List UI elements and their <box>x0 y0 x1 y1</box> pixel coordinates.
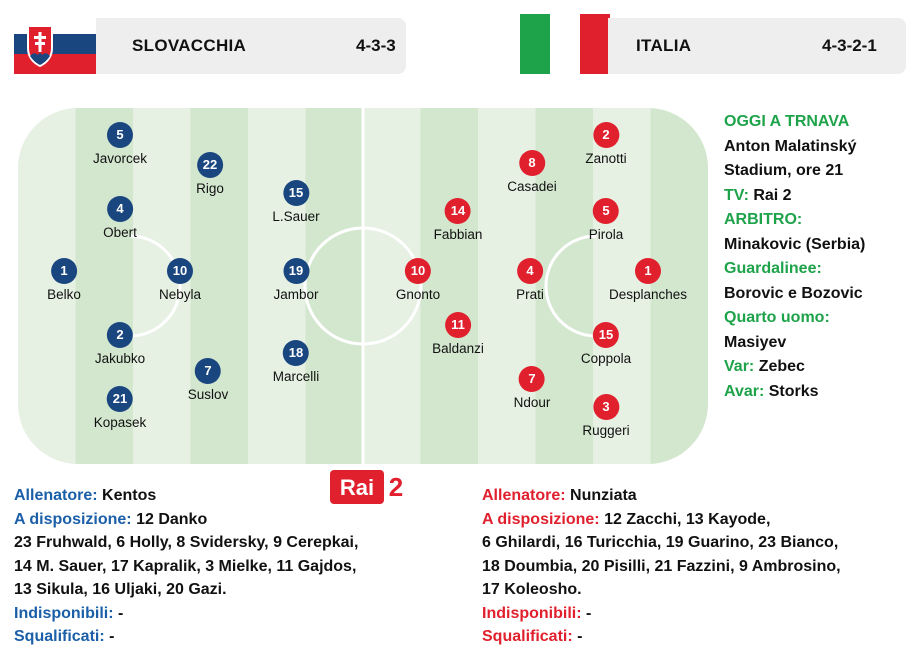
away-suspended-label: Squalificati: <box>482 628 573 645</box>
player-number-badge: 2 <box>107 322 133 348</box>
player-name: Prati <box>516 287 544 302</box>
player-name: Zanotti <box>585 151 627 166</box>
home-suspended: - <box>104 628 115 645</box>
home-suspended-label: Squalificati: <box>14 628 105 645</box>
match-info <box>724 110 865 404</box>
tv-value: Rai 2 <box>748 186 792 204</box>
home-coach: Kentos <box>97 487 157 504</box>
player-name: Desplanches <box>608 287 688 302</box>
var-label: Var: <box>724 358 755 375</box>
player-name: Coppola <box>580 351 632 366</box>
home-subs-label: A disposizione: <box>14 510 132 528</box>
player-number-badge: 8 <box>519 150 545 176</box>
player-number-badge: 21 <box>107 386 133 412</box>
away-subs-label: A disposizione: <box>482 510 600 528</box>
player-number-badge: 7 <box>519 366 545 392</box>
referee-label: ARBITRO: <box>724 211 803 228</box>
player-number-badge: 14 <box>445 198 471 224</box>
home-player <box>103 196 137 240</box>
player-number-badge: 7 <box>195 358 221 384</box>
avar-label: Avar: <box>724 382 765 400</box>
player-name: L.Sauer <box>272 209 320 224</box>
home-player <box>273 340 320 384</box>
home-unavailable-label: Indisponibili: <box>14 604 114 622</box>
home-team-name: SLOVACCHIA <box>132 36 247 55</box>
slovakia-flag-icon <box>14 14 96 74</box>
player-name: Gnonto <box>395 287 441 302</box>
venue-label: OGGI A TRNAVA <box>724 113 850 130</box>
away-player <box>432 312 484 356</box>
home-subs-line: 12 Danko <box>131 510 208 528</box>
home-unavailable: - <box>113 604 124 622</box>
player-number-badge: 15 <box>283 180 309 206</box>
home-formation: 4-3-3 <box>356 36 396 55</box>
linesmen-value: Borovic e Bozovic <box>724 284 863 302</box>
fourth-official-value: Masiyev <box>724 333 787 351</box>
away-player <box>609 258 687 302</box>
player-number-badge: 11 <box>445 312 471 338</box>
home-player <box>93 122 147 166</box>
player-number-badge: 5 <box>107 122 133 148</box>
player-number-badge: 5 <box>593 198 619 224</box>
away-player <box>581 322 631 366</box>
player-name: Jambor <box>273 287 319 302</box>
away-subs-line: 6 Ghilardi, 16 Turicchia, 19 Guarino, 23 Bianco, <box>482 534 839 551</box>
player-name: Obert <box>103 225 137 240</box>
player-name: Belko <box>47 287 81 302</box>
player-name: Javorcek <box>92 151 148 166</box>
away-subs-line: 18 Doumbia, 20 Pisilli, 21 Fazzini, 9 Ambrosino, <box>482 557 841 575</box>
home-player <box>272 180 319 224</box>
italy-flag-icon <box>520 14 610 74</box>
referee-value: Minakovic (Serbia) <box>724 235 866 253</box>
away-coach: Nunziata <box>565 487 637 504</box>
home-coach-label: Allenatore: <box>14 487 98 504</box>
player-number-badge: 4 <box>107 196 133 222</box>
player-name: Fabbian <box>433 227 483 242</box>
rai-logo-text: Rai <box>339 475 375 500</box>
away-unavailable-label: Indisponibili: <box>482 604 582 622</box>
away-bench <box>482 484 841 649</box>
var-value: Zebec <box>754 358 805 375</box>
player-name: Casadei <box>507 179 557 194</box>
venue-line-2: Stadium, ore 21 <box>724 162 844 179</box>
player-name: Jakubko <box>94 351 146 366</box>
player-number-badge: 19 <box>283 258 309 284</box>
player-number-badge: 22 <box>197 152 223 178</box>
player-number-badge: 1 <box>635 258 661 284</box>
player-name: Nebyla <box>158 287 202 302</box>
away-team-header <box>608 18 906 74</box>
player-number-badge: 4 <box>517 258 543 284</box>
away-player <box>582 394 629 438</box>
home-subs-line: 13 Sikula, 16 Uljaki, 20 Gazi. <box>14 581 227 598</box>
player-number-badge: 18 <box>283 340 309 366</box>
away-player <box>589 198 624 242</box>
player-number-badge: 2 <box>593 122 619 148</box>
player-name: Ruggeri <box>582 423 630 438</box>
away-player <box>514 366 551 410</box>
away-subs-line: 17 Koleosho. <box>482 581 582 598</box>
home-player <box>159 258 201 302</box>
away-unavailable: - <box>581 604 592 622</box>
away-player <box>396 258 440 302</box>
player-name: Baldanzi <box>432 341 484 356</box>
away-player <box>516 258 544 302</box>
player-name: Pirola <box>588 227 624 242</box>
away-player <box>585 122 626 166</box>
player-number-badge: 15 <box>593 322 619 348</box>
away-coach-label: Allenatore: <box>482 487 566 504</box>
player-number-badge: 3 <box>593 394 619 420</box>
away-player <box>507 150 557 194</box>
away-subs-line: 12 Zacchi, 13 Kayode, <box>599 510 771 528</box>
player-number-badge: 10 <box>405 258 431 284</box>
player-number-badge: 1 <box>51 258 77 284</box>
home-player <box>273 258 318 302</box>
away-formation: 4-3-2-1 <box>822 36 877 55</box>
home-player <box>188 358 229 402</box>
home-subs-line: 23 Fruhwald, 6 Holly, 8 Svidersky, 9 Cerepkai, <box>14 534 359 551</box>
player-name: Marcelli <box>272 369 320 384</box>
venue-line-1: Anton Malatinský <box>724 137 857 155</box>
player-name: Suslov <box>187 387 229 402</box>
rai-channel-number: 2 <box>388 472 404 502</box>
linesmen-label: Guardalinee: <box>724 260 822 277</box>
tv-label: TV: <box>724 186 749 204</box>
away-player <box>434 198 483 242</box>
home-player <box>196 152 224 196</box>
away-suspended: - <box>572 628 583 645</box>
fourth-official-label: Quarto uomo: <box>724 309 830 326</box>
home-subs-line: 14 M. Sauer, 17 Kapralik, 3 Mielke, 11 Gajdos, <box>14 557 357 575</box>
player-name: Rigo <box>196 181 224 196</box>
avar-value: Storks <box>764 382 819 400</box>
player-number-badge: 10 <box>167 258 193 284</box>
home-player <box>94 386 147 430</box>
home-player <box>95 322 145 366</box>
player-name: Ndour <box>513 395 551 410</box>
player-name: Kopasek <box>93 415 147 430</box>
away-team-name: ITALIA <box>636 36 692 55</box>
home-player <box>47 258 81 302</box>
home-bench <box>14 484 358 649</box>
